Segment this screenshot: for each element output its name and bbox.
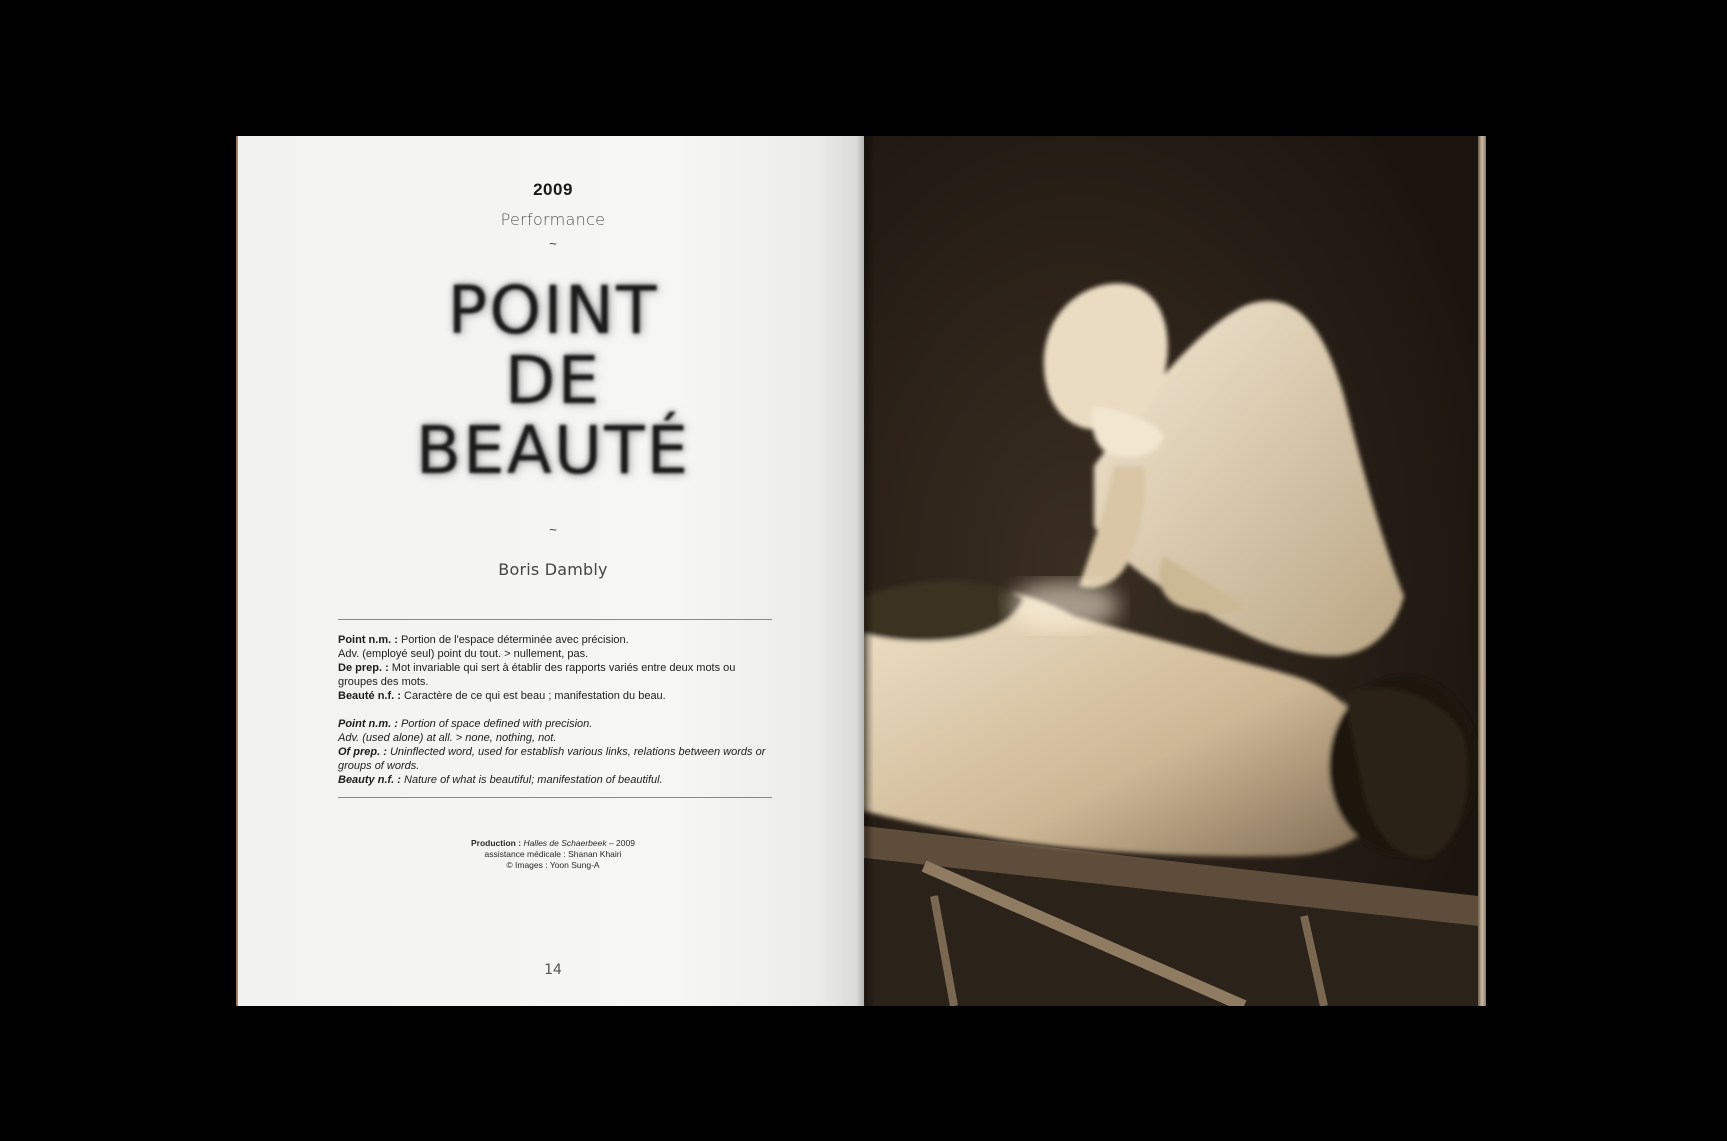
divider-bottom [338,797,772,798]
definitions-gap [338,703,772,717]
year: 2009 [533,180,573,199]
credit-production-value: Halles de Schaerbeek [523,838,607,848]
definition-text: Caractère de ce qui est beau ; manifestation du beau. [400,690,666,702]
tilde-divider-top: ~ [549,236,557,251]
definition-term: De prep. : [338,662,389,674]
definition-fr [338,633,772,647]
definition-text: Uninflected word, used for establish various links, relations between words or groups of words. [338,746,766,772]
definition-fr [338,689,772,703]
definition-en [338,745,772,773]
credit-medical: assistance médicale : Shanan Khairi [484,849,622,859]
definition-en [338,773,772,787]
definition-text: Adv. (used alone) at all. > none, nothing, not. [338,732,557,744]
divider-top [338,619,772,620]
title-line-3: BEAUTÉ [415,412,691,489]
credits [238,838,864,871]
definition-term: Point n.m. : [338,634,398,646]
definition-term: Beauty n.f. : [338,774,401,786]
author: Boris Dambly [498,560,608,579]
light-highlight [1009,581,1119,631]
definitions [338,633,772,787]
gutter-shadow [856,136,874,1006]
title-line-1: POINT [447,272,659,349]
definition-text: Nature of what is beautiful; manifestation of beautiful. [400,774,663,786]
definition-fr [338,661,772,689]
credit-production [238,838,864,849]
title [238,272,864,489]
page-number: 14 [544,962,562,978]
definition-text: Portion de l'espace déterminée avec précision. [397,634,629,646]
credit-production-label: Production : [471,838,522,848]
definition-text: Portion of space defined with precision. [397,718,593,730]
tilde-divider-bottom: ~ [549,522,557,537]
right-page-edge [1478,136,1486,1006]
credit-images: © Images : Yoon Sung-A [506,860,600,870]
definition-term: Beauté n.f. : [338,690,401,702]
left-page [238,136,864,1006]
definition-en [338,717,772,731]
definition-fr [338,647,772,661]
genre: Performance [500,210,606,229]
definition-term: Of prep. : [338,746,387,758]
credit-production-year: – 2009 [606,838,635,848]
definition-text: Adv. (employé seul) point du tout. > nullement, pas. [338,648,589,660]
definition-text: Mot invariable qui sert à établir des rapports variés entre deux mots ou groupes des mots. [338,662,736,688]
title-line-2: DE [504,342,602,419]
right-page [864,136,1478,1006]
definition-term: Point n.m. : [338,718,398,730]
definition-en [338,731,772,745]
performance-photograph [864,136,1478,1006]
